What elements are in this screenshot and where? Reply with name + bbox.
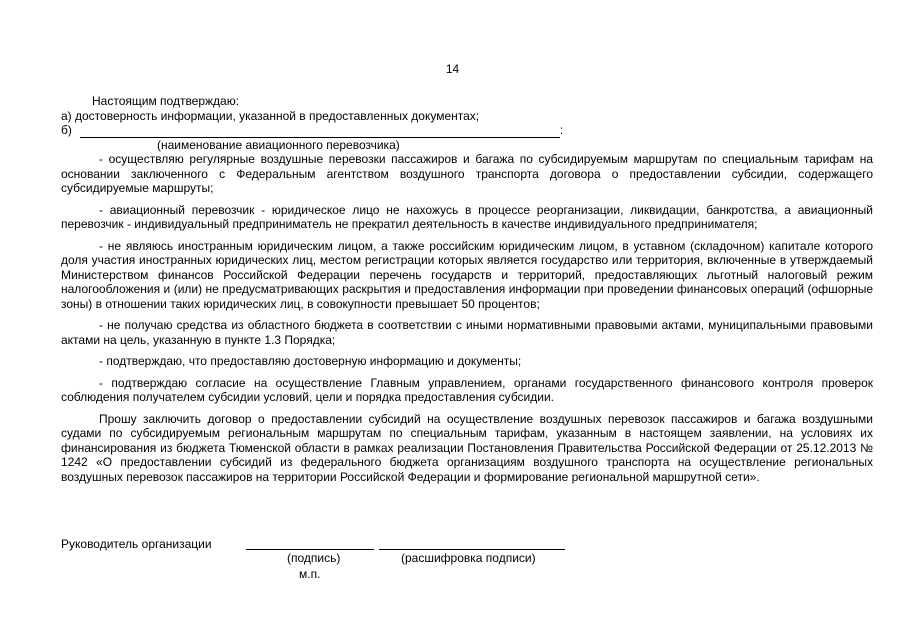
- paragraph-regular-transport: - осуществляю регулярные воздушные перевозки пассажиров и багажа по субсидируемым маршрутам по специальным тарифам на основании заключенного с Федеральным агентством воздушного транспорта договора о предоставлении субсидии, содержащего субсидируемые маршруты;: [61, 152, 873, 195]
- stamp-place: м.п.: [299, 567, 321, 581]
- confirm-heading: Настоящим подтверждаю:: [92, 94, 240, 108]
- paragraph-not-foreign-entity: - не являюсь иностранным юридическим лицом, а также российским юридическим лицом, в уставном (складочном) капитале которого доля участия иностранных юридических лиц, местом регистрации которых является государство или территория, включенные в утверждаемый Министерством финансов Российской Федерации перечень государств и территорий, предоставляющих льготный налоговый режим налогообложения и (или) не предусматривающих раскрытия и предоставления информации при проведении финансовых операций (офшорные зоны) в отношении таких юридических лиц, в совокупности превышает 50 процентов;: [61, 238, 873, 311]
- signature-caption: (подпись): [287, 551, 341, 565]
- item-b: [61, 123, 873, 138]
- paragraph-request-agreement: Прошу заключить договор о предоставлении субсидий на осуществление воздушных перевозок пассажиров и багажа воздушными судами по субсидируемым региональным маршрутам по специальным тарифам, указанным в настоящем заявлении, на условиях их финансирования из бюджета Тюменской области в рамках реализации Постановления Правительства Российской Федерации от 25.12.2013 № 1242 «О предоставлении субсидий из федерального бюджета организациям воздушного транспорта на осуществление региональных воздушных перевозок пассажиров на территории Российской Федерации и формирование региональной маршрутной сети».: [61, 411, 873, 484]
- item-b-suffix: :: [559, 123, 564, 137]
- signature-label: Руководитель организации: [61, 537, 212, 551]
- signature-decode-line: [379, 549, 565, 550]
- paragraph-reliable-info: - подтверждаю, что предоставляю достоверную информацию и документы;: [99, 354, 522, 368]
- paragraph-not-in-liquidation: - авиационный перевозчик - юридическое лицо не нахожусь в процессе реорганизации, ликвидации, банкротства, а авиационный перевозчик - индивидуальный предприниматель не прекратил деятельность в качестве индивидуального предпринимателя;: [61, 202, 873, 231]
- paragraph-no-regional-funds: - не получаю средства из областного бюджета в соответствии с иными нормативными правовыми актами, муниципальными правовыми актами на цель, указанную в пункте 1.3 Порядка;: [61, 318, 873, 347]
- signature-decode-caption: (расшифровка подписи): [401, 551, 536, 565]
- item-a: а) достоверность информации, указанной в предоставленных документах;: [61, 108, 480, 123]
- signature-line: [246, 549, 374, 550]
- carrier-name-blank: [80, 125, 560, 138]
- signature-block: [61, 537, 873, 581]
- item-b-prefix: б): [61, 123, 72, 137]
- document-body: [61, 94, 873, 484]
- page-number: 14: [445, 62, 460, 76]
- paragraph-consent-audit: - подтверждаю согласие на осуществление Главным управлением, органами государственного финансового контроля проверок соблюдения получателем субсидии условий, цели и порядка предоставления субсидии.: [61, 375, 873, 404]
- carrier-name-caption: (наименование авиационного перевозчика): [157, 137, 400, 152]
- signature-row: [61, 537, 873, 581]
